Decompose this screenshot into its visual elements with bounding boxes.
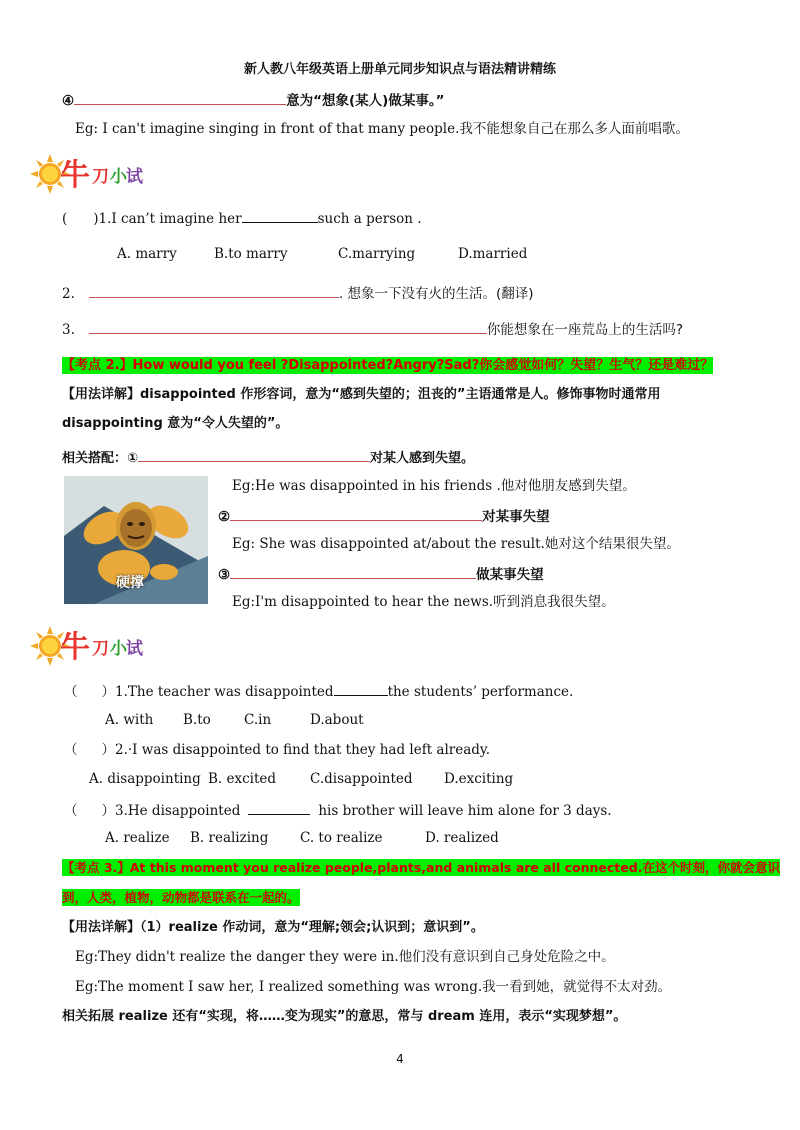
quiz2-q2-option-d[interactable]: D.exciting — [444, 771, 514, 787]
page-number: 4 — [396, 1052, 404, 1066]
answer-blank[interactable] — [74, 89, 286, 105]
question-text: )1.I can’t imagine her — [93, 211, 242, 227]
meme-caption: 硬撑 — [116, 575, 144, 591]
answer-blank[interactable] — [334, 680, 388, 696]
collocation-1 — [62, 446, 474, 469]
logo-shi: 试 — [126, 639, 143, 659]
point-2-title — [62, 354, 713, 376]
niu-dao-xiao-shi-logo — [30, 622, 143, 668]
quiz1-q1-option-d[interactable]: D.married — [458, 246, 528, 262]
quiz2-q3-option-d[interactable]: D. realized — [425, 830, 499, 846]
answer-blank[interactable] — [248, 799, 310, 815]
quiz2-q2-option-c[interactable]: C.disappointed — [310, 771, 413, 787]
question-text: 你能想象在一座荒岛上的生活吗? — [486, 322, 684, 338]
collocation-2 — [218, 505, 550, 527]
point-3-title-text: 到，人类，植物，动物都是联系在一起的。 — [62, 890, 300, 905]
question-text: . 想象一下没有火的生活。(翻译) — [338, 286, 534, 302]
point-3-usage: 【用法详解】（1）realize 作动词，意为“理解;领会;认识到；意识到”。 — [62, 920, 484, 935]
meme-image — [64, 476, 208, 604]
answer-blank[interactable] — [230, 563, 476, 579]
question-text: the students’ performance. — [387, 684, 574, 700]
question-text: ）1.The teacher was disappointed — [101, 684, 334, 700]
logo-niu: 牛 — [60, 158, 90, 193]
quiz2-q3-option-b[interactable]: B. realizing — [190, 830, 269, 846]
logo-niu: 牛 — [60, 630, 90, 665]
answer-blank[interactable] — [230, 505, 482, 521]
collocation-1-example: Eg:He was disappointed in his friends .他对他朋友感到失望。 — [232, 478, 636, 494]
item-4-number: ④ — [62, 93, 75, 109]
quiz2-q1-option-b[interactable]: B.to — [183, 712, 211, 728]
item-4-meaning: 意为“想象(某人)做某事。” — [286, 93, 445, 109]
question-number: 3. — [62, 322, 75, 338]
question-number: 2. — [62, 286, 75, 302]
quiz2-q2-option-a[interactable]: A. disappointing — [89, 771, 201, 787]
quiz2-q3-option-a[interactable]: A. realize — [105, 830, 170, 846]
quiz1-question-3 — [62, 318, 683, 340]
point-2-title-text: 【考点 2.】How would you feel ?Disappointed?Angry?Sad?你会感觉如何？失望？生气？还是难过？ — [62, 358, 714, 373]
point-3-extension: 相关拓展 realize 还有“实现，将……变为现实”的意思，常与 dream 连用，表示“实现梦想”。 — [62, 1009, 627, 1024]
logo-dao: 刀 — [92, 639, 109, 659]
quiz2-q2-option-b[interactable]: B. excited — [208, 771, 277, 787]
quiz2-q1-option-d[interactable]: D.about — [310, 712, 364, 728]
quiz1-question-2 — [62, 282, 534, 304]
answer-blank[interactable] — [89, 318, 487, 334]
collocation-meaning: 对某人感到失望。 — [370, 451, 475, 466]
quiz2-question-3 — [64, 799, 612, 821]
quiz1-q1-option-a[interactable]: A. marry — [117, 246, 177, 262]
answer-blank[interactable] — [89, 282, 339, 298]
logo-xiao: 小 — [110, 167, 127, 187]
question-text: ）3.He disappointed — [101, 803, 241, 819]
quiz2-question-2 — [64, 740, 490, 760]
example-sentence: Eg: I can't imagine singing in front of that many people.我不能想象自己在那么多人面前唱歌。 — [75, 121, 689, 137]
usage-explanation-line-2: disappointing 意为“令人失望的”。 — [62, 416, 289, 431]
item-4-line — [62, 89, 444, 111]
point-3-example-1: Eg:They didn't realize the danger they were in.他们没有意识到自己身处危险之中。 — [75, 949, 615, 965]
answer-blank[interactable] — [242, 207, 318, 223]
quiz2-question-1 — [64, 680, 573, 702]
page-header: 新人教八年级英语上册单元同步知识点与语法精讲精练 — [243, 62, 556, 77]
logo-dao: 刀 — [92, 167, 109, 187]
niu-dao-xiao-shi-logo — [30, 150, 143, 196]
answer-paren: ( — [62, 211, 68, 227]
question-text: his brother will leave him alone for 3 days. — [318, 803, 612, 819]
quiz2-q3-option-c[interactable]: C. to realize — [300, 830, 383, 846]
logo-xiao: 小 — [110, 639, 127, 659]
usage-explanation-line-1: 【用法详解】disappointed 作形容词，意为“感到失望的；沮丧的”主语通常是人。修饰事物时通常用 — [62, 387, 661, 402]
logo-shi: 试 — [126, 167, 143, 187]
answer-blank[interactable] — [138, 446, 370, 462]
collocation-3-example: Eg:I'm disappointed to hear the news.听到消息我很失望。 — [232, 594, 615, 610]
point-3-title-line-2 — [62, 887, 300, 908]
answer-paren: （ — [64, 742, 78, 758]
quiz1-q1-option-b[interactable]: B.to marry — [214, 246, 288, 262]
collocation-number: ③ — [218, 567, 231, 583]
quiz2-q1-option-c[interactable]: C.in — [244, 712, 272, 728]
collocation-number: ② — [218, 509, 231, 525]
question-text: ）2.·I was disappointed to find that they had left already. — [101, 742, 491, 758]
quiz1-q1-option-c[interactable]: C.marrying — [338, 246, 416, 262]
quiz1-question-1 — [62, 207, 422, 229]
quiz2-q1-option-a[interactable]: A. with — [105, 712, 154, 728]
point-3-title-text: 【考点 3.】At this moment you realize people,plants,and animals are all connected.在这个时刻，你就会意识 — [62, 860, 780, 875]
collocation-2-example: Eg: She was disappointed at/about the result.她对这个结果很失望。 — [232, 536, 680, 552]
collocation-3 — [218, 563, 544, 585]
collocation-label: 相关搭配：① — [62, 451, 139, 466]
question-text: such a person . — [317, 211, 422, 227]
answer-paren: （ — [64, 684, 78, 700]
point-3-example-2: Eg:The moment I saw her, I realized something was wrong.我一看到她，就觉得不太对劲。 — [75, 979, 672, 995]
collocation-meaning: 做某事失望 — [476, 567, 544, 583]
point-3-title-line-1 — [62, 857, 780, 878]
collocation-meaning: 对某事失望 — [482, 509, 550, 525]
answer-paren: （ — [64, 803, 78, 819]
